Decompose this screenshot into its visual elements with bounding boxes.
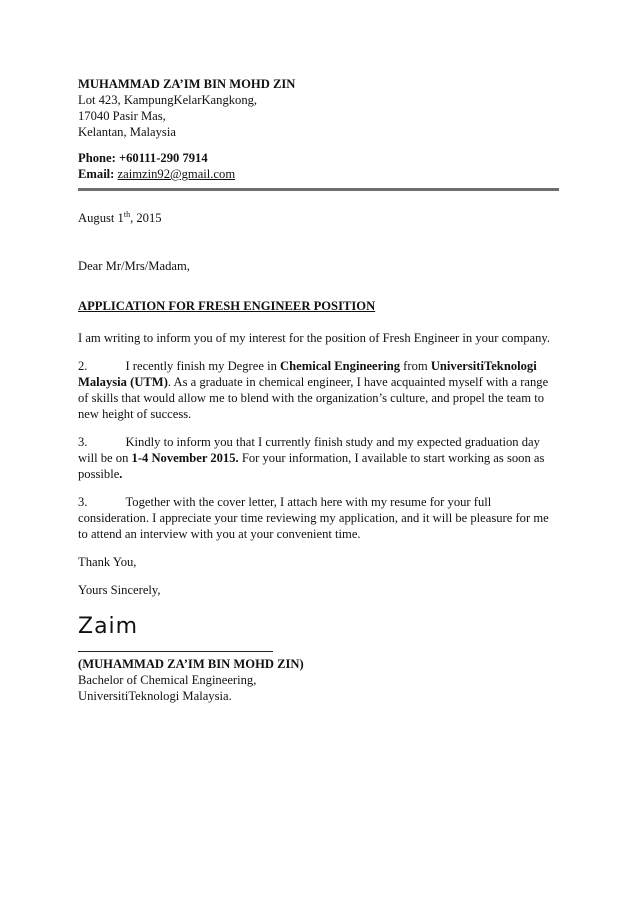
sender-name: MUHAMMAD ZA’IM BIN MOHD ZIN [78,77,296,91]
phone-line [78,150,208,166]
letter-date [78,210,162,226]
paragraph-2-line4: new height of success. [78,407,192,421]
para3-text2: will be on [78,451,132,465]
signature-line [78,651,273,652]
thanks-line: Thank You, [78,555,137,569]
paragraph-3-line3 [78,466,122,482]
para3-date-bold: 1-4 November 2015. [131,451,239,465]
paragraph-2-line1 [78,358,537,374]
para4-text1: Together with the cover letter, I attach here with my resume for your full [125,495,492,509]
para3-period: . [119,467,123,481]
paragraph-2-line3: of skills that would allow me to blend with the organization’s culture, and propel the team to [78,391,544,405]
paragraph-4-line1 [78,494,491,510]
para2-number: 2. [78,359,88,373]
paragraph-3-line2 [78,450,544,466]
closing-line: Yours Sincerely, [78,583,161,597]
paragraph-3-line1 [78,434,540,450]
signoff-name: (MUHAMMAD ZA’IM BIN MOHD ZIN) [78,657,304,671]
email-link[interactable]: zaimzin92@gmail.com [117,167,236,181]
phone-number: +60111-290 7914 [118,151,208,165]
paragraph-2-line2 [78,374,548,390]
date-suffix: th [123,209,131,219]
signoff-university: UniversitiTeknologi Malaysia. [78,689,232,703]
email-line [78,166,235,182]
email-label: Email: [78,167,115,181]
para3-text4: possible [78,467,120,481]
para4-number: 3. [78,495,88,509]
para3-text1: Kindly to inform you that I currently finish study and my expected graduation day [125,435,540,449]
signoff-degree: Bachelor of Chemical Engineering, [78,673,257,687]
para3-number: 3. [78,435,88,449]
sender-address-line3: Kelantan, Malaysia [78,125,176,139]
para2-text3: . As a graduate in chemical engineer, I have acquainted myself with a range [167,375,549,389]
header-divider [78,188,559,191]
paragraph-4-line3: to attend an interview with you at your convenient time. [78,527,361,541]
date-year: , 2015 [130,211,162,225]
sender-address-line2: 17040 Pasir Mas, [78,109,166,123]
para2-text2: from [400,359,431,373]
para2-bold3: Malaysia (UTM) [78,375,168,389]
salutation: Dear Mr/Mrs/Madam, [78,259,190,273]
paragraph-1: I am writing to inform you of my interest for the position of Fresh Engineer in your company. [78,331,551,345]
subject-line: APPLICATION FOR FRESH ENGINEER POSITION [78,299,376,313]
date-text: August 1 [78,211,124,225]
sender-address-line1: Lot 423, KampungKelarKangkong, [78,93,258,107]
signature: Zaim [78,614,139,639]
para2-bold2: UniversitiTeknologi [430,359,537,373]
paragraph-4-line2: consideration. I appreciate your time reviewing my application, and it will be pleasure for me [78,511,549,525]
phone-label: Phone: [78,151,116,165]
para2-bold1: Chemical Engineering [280,359,401,373]
para2-text1: I recently finish my Degree in [125,359,281,373]
para3-text3: For your information, I available to start working as soon as [238,451,545,465]
